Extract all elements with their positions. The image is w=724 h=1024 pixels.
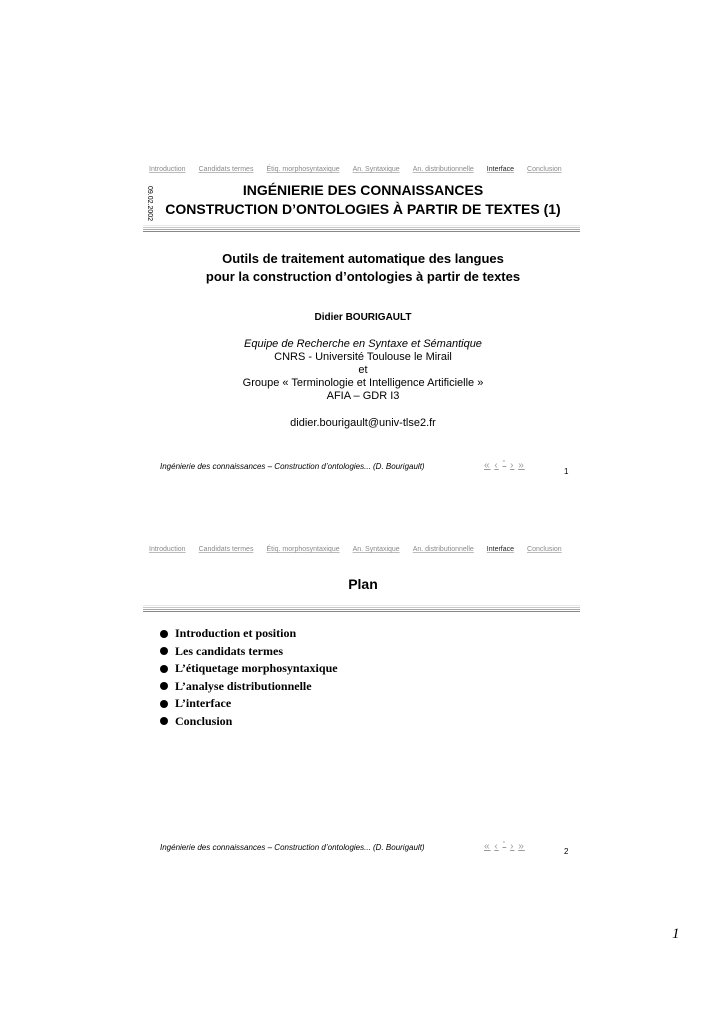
slide-footer: Ingénierie des connaissances – Construction d’ontologies... (D. Bourigault) [160, 462, 425, 471]
nav-etiq-morphosyntaxique[interactable]: Étiq. morphosyntaxique [266, 166, 340, 173]
nav-last-icon[interactable]: » [518, 460, 525, 471]
title-rule [143, 605, 580, 613]
author-email[interactable]: didier.bourigault@univ-tlse2.fr [290, 417, 436, 429]
affiliation-cnrs: CNRS - Université Toulouse le Mirail [274, 351, 452, 363]
nav-first-icon[interactable]: « [484, 841, 491, 852]
slide-title-line1: INGÉNIERIE DES CONNAISSANCES [242, 182, 484, 198]
list-item: Les candidats termes [160, 643, 338, 661]
list-item: L’étiquetage morphosyntaxique [160, 660, 338, 678]
nav-interface[interactable]: Interface [486, 546, 515, 553]
affiliation-afia: AFIA – GDR I3 [326, 390, 400, 402]
nav-interface[interactable]: Interface [486, 166, 515, 173]
list-item: Introduction et position [160, 625, 338, 643]
nav-candidats-termes[interactable]: Candidats termes [198, 546, 254, 553]
nav-an-syntaxique[interactable]: An. Syntaxique [352, 546, 400, 553]
nav-introduction[interactable]: Introduction [149, 166, 186, 173]
nav-last-icon[interactable]: » [518, 841, 525, 852]
affiliation-groupe: Groupe « Terminologie et Intelligence Artificielle » [242, 377, 484, 389]
nav-bar [149, 546, 562, 553]
affiliation-et: et [358, 364, 368, 376]
nav-home-icon[interactable]: ° [502, 460, 507, 467]
nav-etiq-morphosyntaxique[interactable]: Étiq. morphosyntaxique [266, 546, 340, 553]
nav-next-icon[interactable]: › [510, 460, 515, 471]
slide-title-line2: CONSTRUCTION D’ONTOLOGIES À PARTIR DE TEXTES (1) [165, 201, 561, 217]
nav-introduction[interactable]: Introduction [149, 546, 186, 553]
footer-nav [484, 841, 525, 852]
slide-page-number: 1 [564, 467, 569, 476]
slide-page-number: 2 [564, 847, 569, 856]
list-item: L’interface [160, 695, 338, 713]
nav-home-icon[interactable]: ° [502, 841, 507, 848]
bullet-icon [160, 700, 168, 708]
nav-prev-icon[interactable]: ‹ [494, 841, 499, 852]
nav-an-distributionnelle[interactable]: An. distributionnelle [412, 546, 474, 553]
slide-footer: Ingénierie des connaissances – Construction d’ontologies... (D. Bourigault) [160, 843, 425, 852]
bullet-icon [160, 647, 168, 655]
affiliation-team: Equipe de Recherche en Syntaxe et Sémantique [244, 338, 482, 350]
subtitle-line2: pour la construction d’ontologies à partir de textes [205, 269, 521, 284]
bullet-icon [160, 682, 168, 690]
bullet-icon [160, 717, 168, 725]
bullet-icon [160, 665, 168, 673]
slide-date: 09.02.2002 [146, 186, 153, 222]
plan-list [160, 625, 338, 730]
nav-conclusion[interactable]: Conclusion [527, 166, 562, 173]
nav-candidats-termes[interactable]: Candidats termes [198, 166, 254, 173]
nav-prev-icon[interactable]: ‹ [494, 460, 499, 471]
author-name: Didier BOURIGAULT [314, 312, 412, 323]
list-item: Conclusion [160, 713, 338, 731]
plan-title: Plan [348, 576, 378, 592]
subtitle-line1: Outils de traitement automatique des langues [222, 251, 504, 266]
bullet-icon [160, 630, 168, 638]
nav-next-icon[interactable]: › [510, 841, 515, 852]
nav-first-icon[interactable]: « [484, 460, 491, 471]
sheet-page-number: 1 [672, 926, 680, 942]
list-item: L’analyse distributionnelle [160, 678, 338, 696]
nav-an-distributionnelle[interactable]: An. distributionnelle [412, 166, 474, 173]
nav-conclusion[interactable]: Conclusion [527, 546, 562, 553]
nav-an-syntaxique[interactable]: An. Syntaxique [352, 166, 400, 173]
